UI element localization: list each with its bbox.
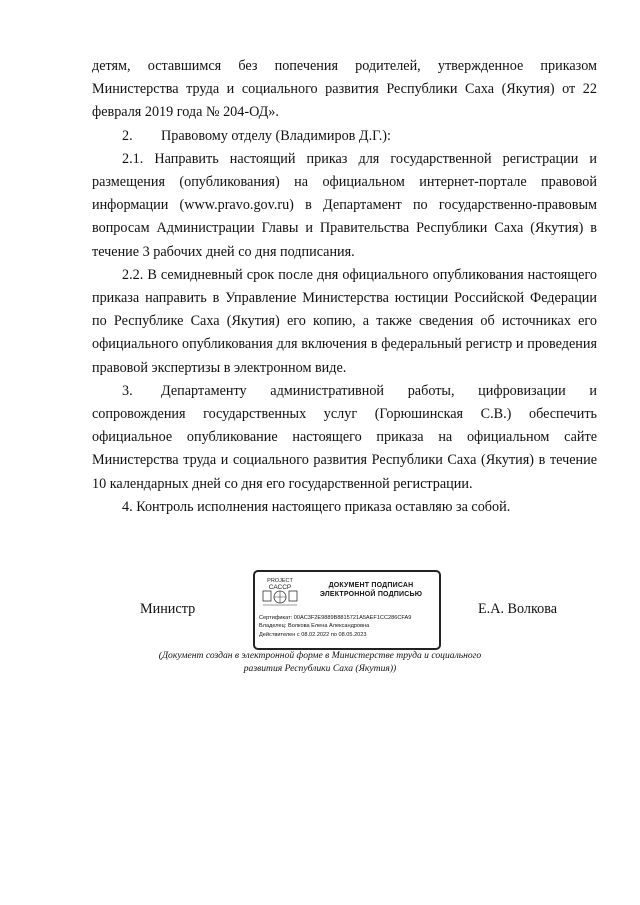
stamp-validity: Действителен с 08.02.2022 по 08.05.2023 (259, 631, 367, 638)
signer-position: Министр (140, 601, 196, 617)
coat-of-arms-icon (259, 576, 301, 608)
paragraph-continuation: детям, оставшимся без попечения родителей, утвержденное приказом Министерства труда и социального развития Республики Саха (Якутия) от 22 февраля 2019 года № 204-ОД». (92, 58, 597, 121)
stamp-certificate: Сертификат: 00AC3F2E9889B8815721A5AEF1CC286CFA9 (259, 615, 412, 621)
stamp-title-line1: ДОКУМЕНТ ПОДПИСАН (328, 582, 414, 589)
document-origin-note: (Документ создан в электронной форме в Министерстве труда и социального развития Республики Саха (Якутия)) (158, 650, 482, 674)
document-body (92, 55, 597, 519)
stamp-logo-text-top: PROJECT (267, 578, 293, 584)
paragraph-item-4: 4. Контроль исполнения настоящего приказа оставляю за собой. (122, 498, 511, 515)
paragraph-item-2: 2. Правовому отделу (Владимиров Д.Г.): (122, 127, 391, 144)
paragraph-item-3: 3. Департаменту административной работы, цифровизации и сопровождения государственных услуг (Горюшинская С.В.) обеспечить официальное опубликование настоящего приказа на официальном сайте Министерства труда и социального развития Республики Саха (Якутия) в течение 10 календарных дней со дня его государственной регистрации. (92, 382, 597, 492)
signer-name: Е.А. Волкова (478, 601, 558, 617)
electronic-signature-stamp (253, 570, 441, 650)
stamp-title-line2: ЭЛЕКТРОННОЙ ПОДПИСЬЮ (319, 591, 423, 598)
paragraph-item-2-1: 2.1. Направить настоящий приказ для государственной регистрации и размещения (опубликования) на официальном интернет-портале правовой информации (www.pravo.gov.ru) в Департамент по государственно-правовым вопросам Администрации Главы и Правительства Республики Саха (Якутия) в течение 3 рабочих дней со дня подписания. (92, 150, 597, 260)
stamp-details (259, 614, 439, 639)
stamp-logo-text-main: САССР (268, 584, 292, 591)
stamp-title (303, 581, 439, 599)
stamp-owner: Владелец: Волкова Елена Александровна (259, 623, 370, 630)
paragraph-item-2-2: 2.2. В семидневный срок после дня официального опубликования настоящего приказа направить в Управление Министерства юстиции Российской Федерации по Республике Саха (Якутия) его копию, а также сведения об источниках его официального опубликования для включения в федеральный регистр и проведения правовой экспертизы в электронном виде. (92, 266, 597, 376)
